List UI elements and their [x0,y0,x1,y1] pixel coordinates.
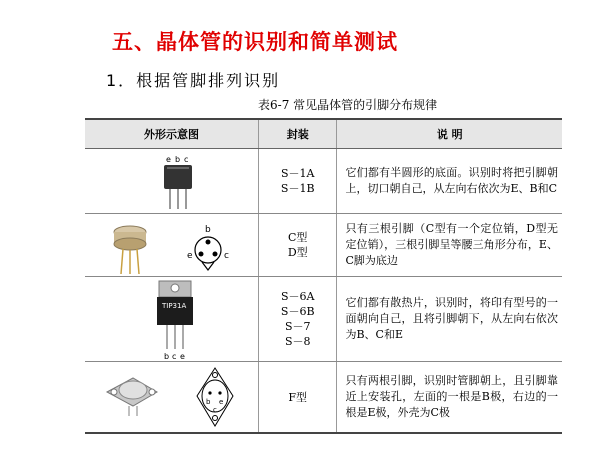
pin-label-b: b [175,155,181,164]
description-cell: 只有三根引脚（C型有一个定位销，D型无定位销），三根引脚呈等腰三角形分布，E、C脚为底边 [337,214,562,277]
to3-transistor-image [85,362,258,432]
pin-label-c: c [184,155,189,164]
figure-cell [85,149,259,214]
transistor-pinout-table [85,118,562,434]
pin-label-e: e [166,155,171,164]
to18-transistor-image [85,214,258,276]
pin-label-b: b [206,398,211,406]
pin-label-c: c [224,251,229,261]
model-label: TIP31A [162,302,187,310]
package-cell: S－1A S－1B [259,149,337,214]
figure-cell [85,277,259,362]
table-row [85,149,562,214]
table-caption: 表6-7 常见晶体管的引脚分布规律 [258,98,438,112]
to220-transistor-image [85,277,258,361]
table-row [85,277,562,362]
to92-transistor-image [85,149,258,213]
package-cell: C型 D型 [259,214,337,277]
pin-label-e: e [187,251,193,261]
pin-label-e: e [180,352,185,361]
table-header-row [85,119,562,149]
package-cell: S－6A S－6B S－7 S－8 [259,277,337,362]
table-row [85,214,562,277]
description-cell: 它们都有散热片，识别时，将印有型号的一面朝向自己，且将引脚朝下，从左向右依次为B、C和E [337,277,562,362]
section-title: 1．根据管脚排列识别 [106,71,281,90]
description-cell: 只有两根引脚，识别时管脚朝上，且引脚靠近上安装孔，左面的一根是B极，右边的一根是E极，外壳为C极 [337,362,562,434]
pin-label-b: b [164,352,170,361]
figure-cell [85,362,259,434]
header-description: 说 明 [337,119,562,149]
description-cell: 它们都有半圆形的底面。识别时将把引脚朝上，切口朝自己，从左向右依次为E、B和C [337,149,562,214]
page-title: 五、晶体管的识别和简单测试 [112,30,398,54]
figure-cell [85,214,259,277]
header-package: 封装 [259,119,337,149]
pin-label-b: b [205,225,211,235]
pin-label-e: e [219,398,224,406]
header-shape: 外形示意图 [85,119,259,149]
pin-label-c: c [172,352,177,361]
table-row [85,362,562,434]
case-label-c: c [213,406,217,414]
package-cell: F型 [259,362,337,434]
